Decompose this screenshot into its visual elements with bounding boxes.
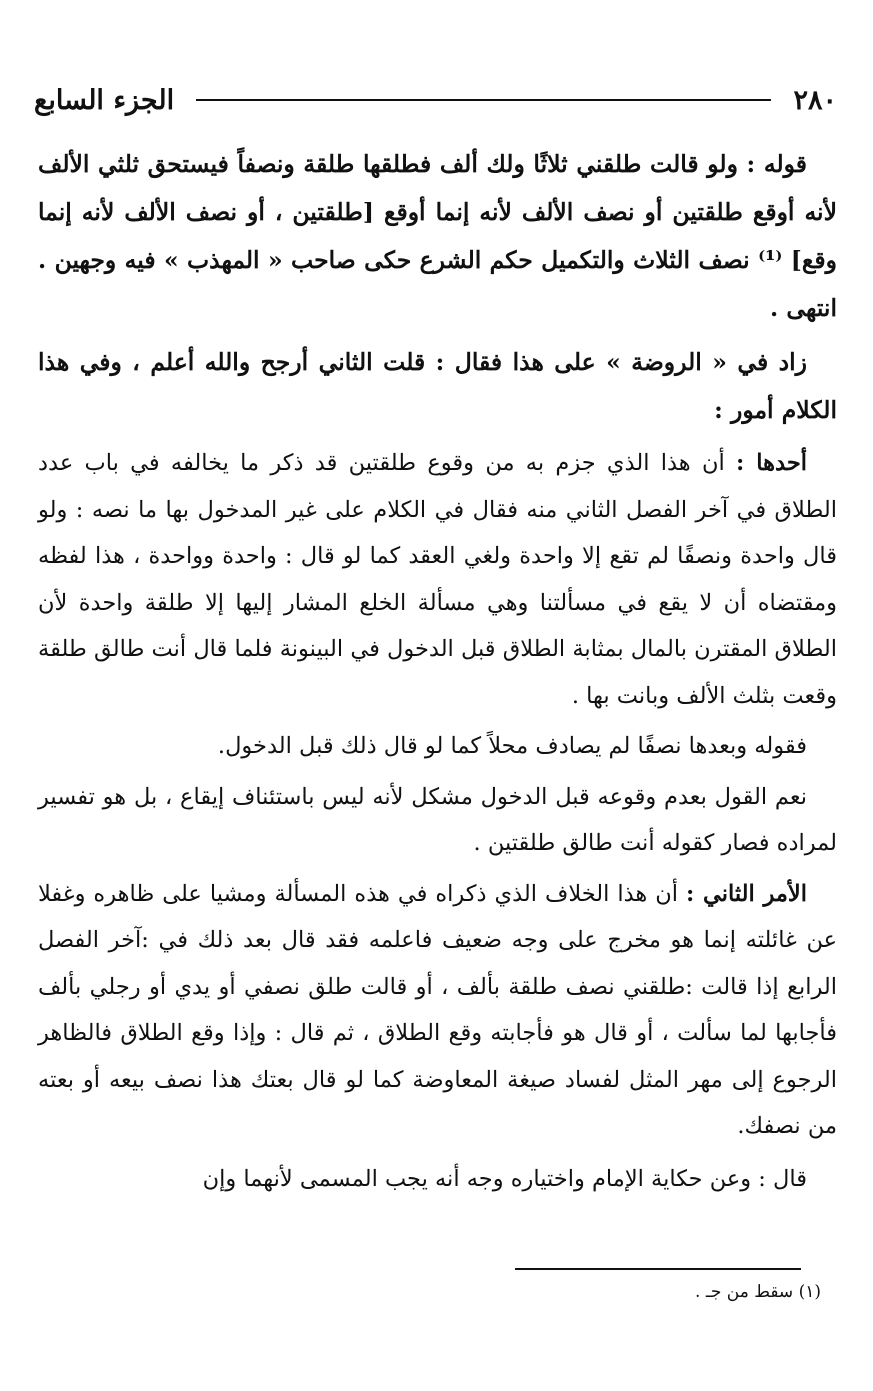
page-number: ٢٨٠: [793, 84, 837, 116]
book-part-title: الجزء السابع: [34, 84, 175, 116]
page-header: [34, 78, 837, 122]
paragraph-second-matter: [38, 871, 837, 1150]
paragraph-note: [38, 774, 837, 867]
paragraph-first-matter: [38, 440, 837, 719]
paragraph-addition: [38, 338, 837, 434]
paragraph-text: أن هذا الخلاف الذي ذكراه في هذه المسألة ومشيا على ظاهره وغفلا عن غائلته إنما هو مخرج على وجه ضعيف فاعلمه فقد قال بعد ذلك في :آخر الفصل الرابع إذا قالت :طلقني نصف طلقة بألف ، أو قالت طلق نصفي أو يدي أو رجلي بألف فأجابها لما سألت ، أو قال هو فأجابته وقع الطلاق ، ثم قال : وإذا وقع الطلاق فالظاهر الرجوع إلى مهر المثل لفساد صيغة المعاوضة كما لو قال بعتك هذا نصف بيعه أو بعته من نصفك.: [38, 880, 837, 1139]
page-body: [38, 140, 837, 1202]
paragraph-text: زاد في « الروضة » على هذا فقال : قلت الثاني أرجح والله أعلم ، وفي هذا الكلام أمور :: [38, 348, 837, 424]
paragraph-last: [38, 1156, 837, 1203]
paragraph-text: قال : وعن حكاية الإمام واختياره وجه أنه يجب المسمى لأنهما وإن: [202, 1165, 807, 1192]
paragraph-text: أن هذا الذي جزم به من وقوع طلقتين قد ذكر ما يخالفه في باب عدد الطلاق في آخر الفصل الثاني منه فقال في الكلام على غير المدخول بها ما نصه : ولو قال واحدة ونصفًا لم تقع إلا واحدة ولغي العقد كما لو قال : واحدة وواحدة ، هذا لفظه ومقتضاه أن لا يقع في مسألتنا وهي مسألة الخلع المشار إليها إلا طلقة واحدة لأن الطلاق المقترن بالمال بمثابة الطلاق قبل الدخول في البينونة فلما قال أنت طالق طلقة وقعت بثلث الألف وبانت بها .: [38, 450, 837, 709]
footnote-rule: [515, 1268, 801, 1270]
paragraph-note: [38, 723, 837, 770]
header-rule: [196, 99, 771, 101]
footnote: (١) سقط من جـ .: [695, 1282, 821, 1302]
paragraph-text: نعم القول بعدم وقوعه قبل الدخول مشكل لأنه ليس باستئناف إيقاع ، بل هو تفسير لمراده فصار كقوله أنت طالق طلقتين .: [38, 783, 837, 856]
paragraph-text: فقوله وبعدها نصفًا لم يصادف محلاً كما لو قال ذلك قبل الدخول.: [217, 733, 807, 759]
paragraph-text: قوله : ولو قالت طلقني ثلاثًا ولك ألف فطلقها طلقة ونصفاً فيستحق ثلثي الألف لأنه أوقع طلقتين أو نصف الألف لأنه إنما أوقع [طلقتين ، أو نصف الألف لأنه إنما وقع] ⁽¹⁾ نصف الثلاث والتكميل حكم الشرع حكى صاحب « المهذب » فيه وجهين . انتهى .: [38, 150, 837, 322]
paragraph-lead: أحدها :: [736, 450, 807, 476]
paragraph-lead: الأمر الثاني :: [686, 880, 807, 907]
paragraph-quote: [38, 140, 837, 332]
